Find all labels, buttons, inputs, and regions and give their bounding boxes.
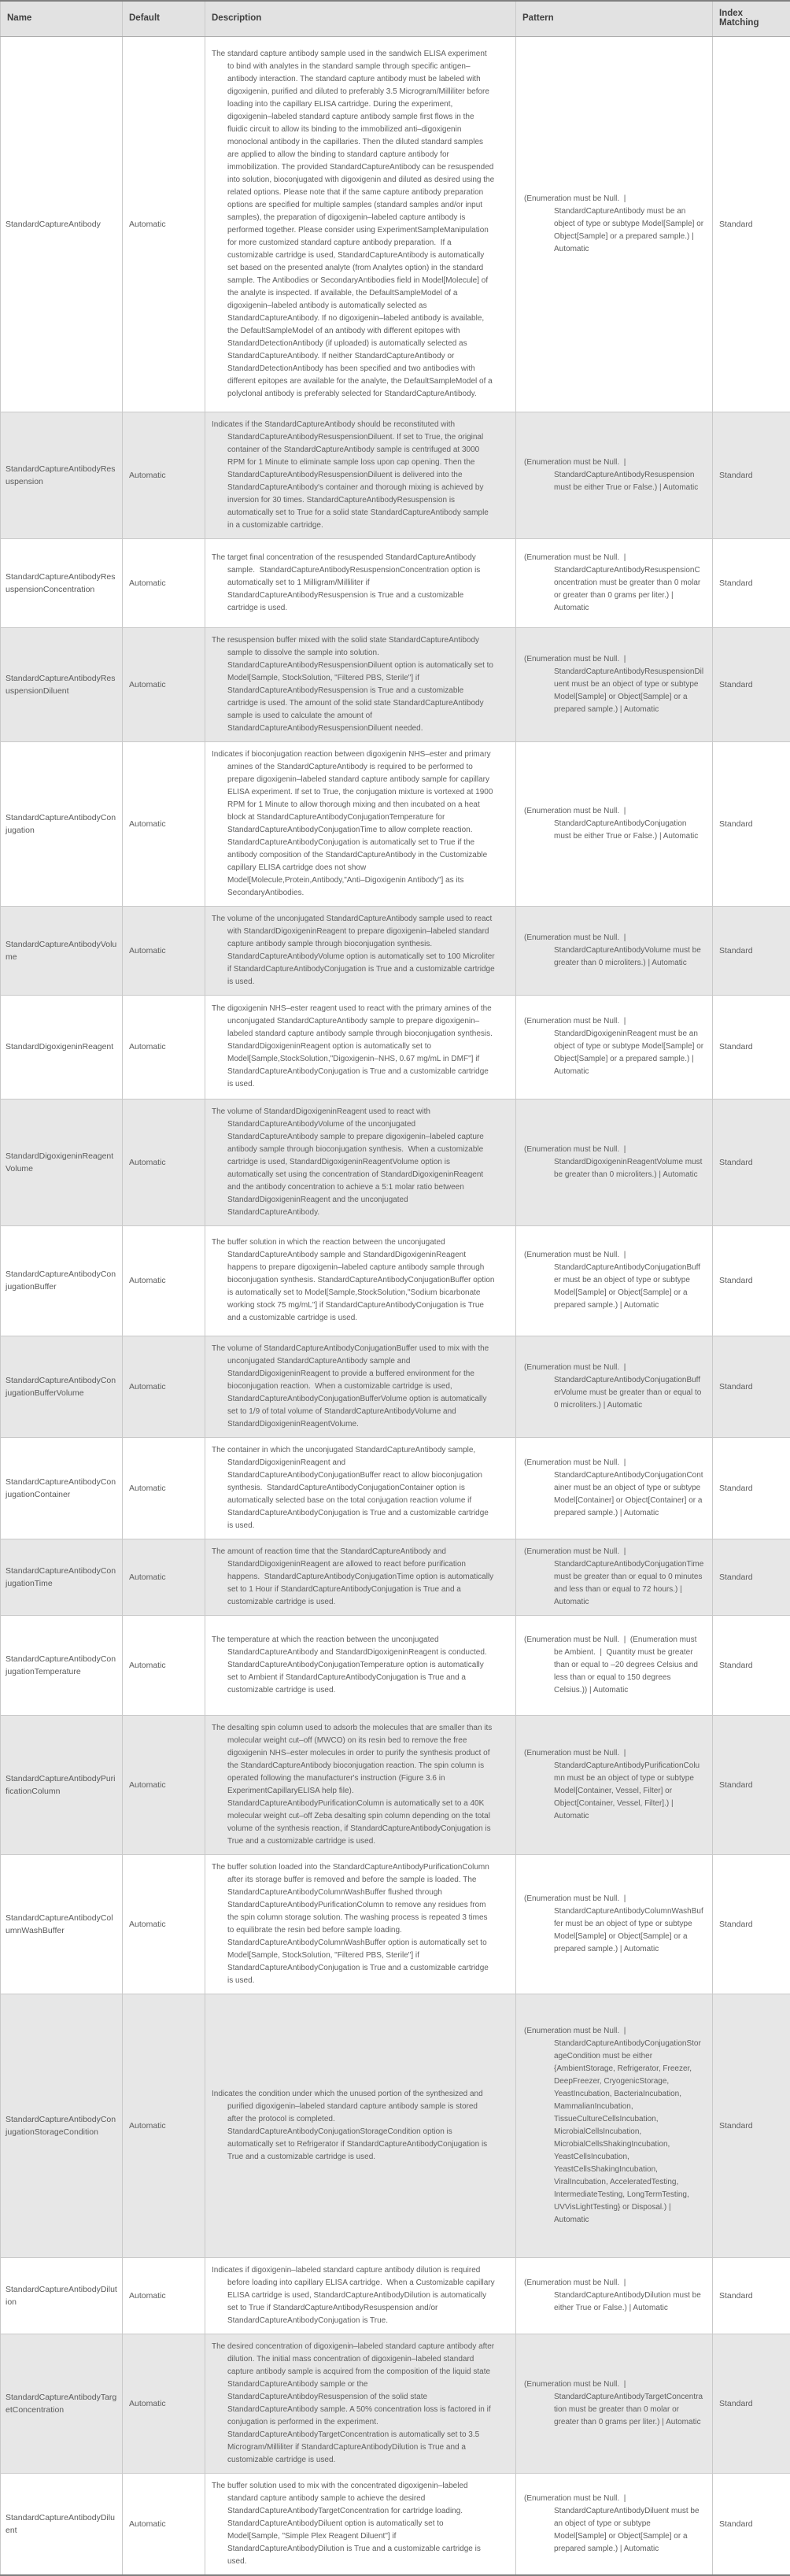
option-description-text: Indicates the condition under which the unused portion of the synthesized and purified digoxigenin–labeled standard capture antibody sample is stored after the protocol is completed. StandardCaptureAntibodyConjugationStorageCondition option is automatically set to Refrigerator if StandardCaptureAntibodyConjugation is True and a customizable cartridge is used.	[212, 2088, 495, 2164]
table-row	[1, 1854, 790, 1994]
option-description-text: Indicates if bioconjugation reaction between digoxigenin NHS–ester and primary amines of the StandardCaptureAntibody is required to be performed to prepare digoxigenin–labeled standard capture antibody sample for capillary ELISA experiment. If set to True, the conjugation mixture is vortexed at 1900 RPM for 1 Minute to allow thorough mixing and then incubated on a heat block at StandardCaptureAntibodyConjugationTemperature for StandardCaptureAntibodyConjugationTime to allow complete reaction. StandardCaptureAntibodyConjugation is automatically set to True if the antibody composition of the StandardCaptureAntibody in the Customizable capillary ELISA cartridge does not show Model[Molecule,Protein,Antibody,"Anti–Digoxigenin Antibody"] as its SecondaryAntibodies.	[212, 748, 495, 900]
option-default: Automatic	[123, 1994, 205, 2257]
option-description-text: The volume of StandardCaptureAntibodyConjugationBuffer used to mix with the unconjugated StandardCaptureAntibody sample and StandardDigoxigeninReagent to provide a buffered environment for the bioconjugation reaction. When a customizable cartridge is used, StandardCaptureAntibodyConjugationBufferVolume option is automatically set to 1/9 of total volume of StandardCaptureAntibodyVolume and StandardDigoxigeninReagentVolume.	[212, 1343, 495, 1431]
table-header	[1, 1, 790, 36]
table-row	[1, 1336, 790, 1437]
option-pattern	[516, 538, 713, 627]
table-body	[1, 36, 790, 2575]
option-description-text: The temperature at which the reaction between the unconjugated StandardCaptureAntibody and StandardDigoxigeninReagent is conducted. StandardCaptureAntibodyConjugationTemperature option is automatically set to Ambient if StandardCaptureAntibodyConjugation is True and a customizable cartridge is used.	[212, 1634, 495, 1697]
option-pattern-text: (Enumeration must be Null. | StandardCaptureAntibodyVolume must be greater than 0 microliters.) | Automatic	[524, 932, 704, 970]
option-pattern	[516, 741, 713, 906]
option-default: Automatic	[123, 1539, 205, 1615]
option-default: Automatic	[123, 2473, 205, 2575]
table-row	[1, 538, 790, 627]
option-description	[205, 995, 516, 1099]
table-row	[1, 1615, 790, 1715]
option-default: Automatic	[123, 1854, 205, 1994]
option-description	[205, 906, 516, 995]
column-header-description: Description	[205, 1, 516, 36]
option-default: Automatic	[123, 1225, 205, 1336]
option-description	[205, 538, 516, 627]
option-index-matching: Standard	[713, 1539, 790, 1615]
option-default: Automatic	[123, 1437, 205, 1539]
option-name: StandardCaptureAntibodyConjugationTime	[1, 1539, 123, 1615]
option-name: StandardDigoxigeninReagent	[1, 995, 123, 1099]
option-pattern-text: (Enumeration must be Null. | StandardCaptureAntibodyDiluent must be an object of type or subtype Model[Sample] or Object[Sample] or a prepared sample.) | Automatic	[524, 2493, 704, 2556]
option-description	[205, 1994, 516, 2257]
option-description	[205, 1539, 516, 1615]
option-description-text: The digoxigenin NHS–ester reagent used to react with the primary amines of the unconjugated StandardCaptureAntibody sample to prepare digoxigenin–labeled standard capture antibody sample through bioconjugation synthesis. StandardDigoxigeninReagent option is automatically set to Model[Sample,StockSolution,"Digoxigenin–NHS, 0.67 mg/mL in DMF"] if StandardCaptureAntibodyConjugation is True and a customizable cartridge is used.	[212, 1003, 495, 1091]
option-name: StandardCaptureAntibodyResuspension	[1, 412, 123, 538]
option-default: Automatic	[123, 1099, 205, 1225]
option-name: StandardCaptureAntibodyConjugationBufferVolume	[1, 1336, 123, 1437]
option-index-matching: Standard	[713, 1099, 790, 1225]
option-index-matching: Standard	[713, 538, 790, 627]
option-pattern-text: (Enumeration must be Null. | StandardCaptureAntibodyPurificationColumn must be an object of type or subtype Model[Container, Vessel, Filter] or Object[Container, Vessel, Filter].) | Automatic	[524, 1747, 704, 1823]
option-pattern	[516, 2334, 713, 2473]
option-index-matching: Standard	[713, 1715, 790, 1854]
option-description-text: The volume of StandardDigoxigeninReagent used to react with StandardCaptureAntibodyVolume of the unconjugated StandardCaptureAntibody sample to prepare digoxigenin–labeled capture antibody sample through bioconjugation synthesis. When a customizable cartridge is used, StandardDigoxigeninReagentVolume option is automatically set using the concentration of StandardDigoxigeninReagent and the antibody concentration to achieve a 5:1 molar ratio between StandardDigoxigeninReagent and the unconjugated StandardCaptureAntibody.	[212, 1106, 495, 1219]
option-pattern-text: (Enumeration must be Null. | StandardCaptureAntibodyConjugationContainer must be an object of type or subtype Model[Container] or Object[Container] or a prepared sample.) | Automatic	[524, 1457, 704, 1520]
option-index-matching: Standard	[713, 906, 790, 995]
option-default: Automatic	[123, 995, 205, 1099]
table-row	[1, 412, 790, 538]
option-description-text: Indicates if the StandardCaptureAntibody should be reconstituted with StandardCaptureAntibodyResuspensionDiluent. If set to True, the original container of the StandardCaptureAntibody sample is centrifuged at 3000 RPM for 1 Minute to eliminate sample loss upon cap opening. Then the StandardCaptureAntibodyResuspensionDiluent is delivered into the StandardCaptureAntibody's container and thorough mixing is achieved by inversion for 30 times. StandardCaptureAntibodyResuspension is automatically set to True for a solid state StandardCaptureAntibody sample in a customizable cartridge.	[212, 419, 495, 532]
option-name: StandardCaptureAntibodyDilution	[1, 2257, 123, 2334]
table-row	[1, 1994, 790, 2257]
option-default: Automatic	[123, 538, 205, 627]
option-pattern	[516, 1437, 713, 1539]
table-row	[1, 1539, 790, 1615]
option-pattern	[516, 1715, 713, 1854]
option-index-matching: Standard	[713, 412, 790, 538]
table-row	[1, 1099, 790, 1225]
option-name: StandardCaptureAntibodyTargetConcentration	[1, 2334, 123, 2473]
option-description-text: The target final concentration of the resuspended StandardCaptureAntibody sample. StandardCaptureAntibodyResuspensionConcentration option is automatically set to 1 Milligram/Milliliter if StandardCaptureAntibodyResuspension is True and a customizable cartridge is used.	[212, 552, 495, 615]
option-pattern	[516, 1539, 713, 1615]
option-pattern	[516, 906, 713, 995]
option-pattern	[516, 1336, 713, 1437]
option-pattern-text: (Enumeration must be Null. | StandardCaptureAntibodyDilution must be either True or False.) | Automatic	[524, 2277, 704, 2315]
table-row	[1, 627, 790, 741]
option-pattern	[516, 412, 713, 538]
option-description-text: Indicates if digoxigenin–labeled standard capture antibody dilution is required before loading into capillary ELISA cartridge. When a Customizable capillary ELISA cartridge is used, StandardCaptureAntibodyDilution is automatically set to True if StandardCaptureAntibodyResuspension and/or StandardCaptureAntibodyConjugation is True.	[212, 2264, 495, 2327]
option-description-text: The standard capture antibody sample used in the sandwich ELISA experiment to bind with analytes in the standard sample through specific antigen–antibody interaction. The standard capture antibody must be labeled with digoxigenin, purified and diluted to preferably 3.5 Microgram/Milliliter before loading into the capillary ELISA cartridge. During the experiment, digoxigenin–labeled standard capture antibody sample first flows in the fluidic circuit to allow its binding to the immobilized anti–digoxigenin monoclonal antibody in the capillaries. Then the diluted standard samples are applied to allow the binding to standard capture antibody for immobilization. The provided StandardCaptureAntibody can be resuspended into solution, bioconjugated with digoxigenin and diluted as desired using the related options. Please note that if the same capture antibody preparation options are specified for multiple samples (standard samples and/or input samples), the preparation of digoxigenin–labeled capture antibody is performed together. Please consider using ExperimentSampleManipulation for more customized standard capture antibody preparation. If a customizable cartridge is used, StandardCaptureAntibody is automatically set based on the presented analyte (from Analytes option) in the standard sample. The Antibodies or SecondaryAntibodies field in Model[Molecule] of the analyte is inspected. If available, the DefaultSampleModel of a digoxigenin–labeled antibody is automatically selected as StandardCaptureAntibody. If no digoxigenin–labeled antibody is available, the DefaultSampleModel of an antibody with different epitopes with StandardDetectionAntibody (if uploaded) is automatically selected as StandardCaptureAntibody. If neither StandardCaptureAntibody or StandardDetectionAntibody has been specified and two antibodies with different epitopes are available for the analyte, the DefaultSampleModel of a polyclonal antibody is preferably selected for StandardCaptureAntibody.	[212, 48, 495, 401]
option-pattern-text: (Enumeration must be Null. | StandardDigoxigeninReagentVolume must be greater than 0 microliters.) | Automatic	[524, 1144, 704, 1181]
option-name: StandardCaptureAntibodyVolume	[1, 906, 123, 995]
option-pattern	[516, 1099, 713, 1225]
option-index-matching: Standard	[713, 2334, 790, 2473]
table-row	[1, 36, 790, 412]
option-index-matching: Standard	[713, 1336, 790, 1437]
option-name: StandardCaptureAntibodyResuspensionDiluent	[1, 627, 123, 741]
option-description-text: The buffer solution in which the reaction between the unconjugated StandardCaptureAntibody sample and StandardDigoxigeninReagent happens to prepare digoxigenin–labeled capture antibody sample through bioconjugation synthesis. StandardCaptureAntibodyConjugationBuffer option is automatically set to Model[Sample,StockSolution,"Sodium bicarbonate working stock 75 mg/mL"] if StandardCaptureAntibodyConjugation is True and a customizable cartridge is used.	[212, 1236, 495, 1325]
option-index-matching: Standard	[713, 2473, 790, 2575]
option-default: Automatic	[123, 1715, 205, 1854]
table-row	[1, 2334, 790, 2473]
option-default: Automatic	[123, 36, 205, 412]
option-pattern-text: (Enumeration must be Null. | StandardCaptureAntibodyResuspensionDiluent must be an object of type or subtype Model[Sample] or Object[Sample] or a prepared sample.) | Automatic	[524, 653, 704, 716]
option-description	[205, 1715, 516, 1854]
option-description	[205, 1437, 516, 1539]
option-name: StandardCaptureAntibodyConjugationContainer	[1, 1437, 123, 1539]
header-row	[1, 1, 790, 36]
option-pattern-text: (Enumeration must be Null. | StandardCaptureAntibodyTargetConcentration must be greater than 0 molar or greater than 0 grams per liter.) | Automatic	[524, 2378, 704, 2429]
option-pattern-text: (Enumeration must be Null. | StandardCaptureAntibodyConjugationTime must be greater than or equal to 0 minutes and less than or equal to 72 hours.) | Automatic	[524, 1546, 704, 1609]
option-description-text: The buffer solution used to mix with the concentrated digoxigenin–labeled standard capture antibody sample to achieve the desired StandardCaptureAntibodyTargetConcentration for cartridge loading. StandardCaptureAntibodyDiluent option is automatically set to Model[Sample, "Simple Plex Reagent Diluent"] if StandardCaptureAntibodyDilution is True and a customizable cartridge is used.	[212, 2480, 495, 2568]
option-default: Automatic	[123, 1615, 205, 1715]
option-description-text: The volume of the unconjugated StandardCaptureAntibody sample used to react with StandardDigoxigeninReagent to prepare digoxigenin–labeled standard capture antibody sample through bioconjugation synthesis. StandardCaptureAntibodyVolume option is automatically set to 100 Microliter if StandardCaptureAntibodyConjugation is True and a customizable cartridge is used.	[212, 913, 495, 989]
option-index-matching: Standard	[713, 627, 790, 741]
option-description-text: The container in which the unconjugated StandardCaptureAntibody sample, StandardDigoxigeninReagent and StandardCaptureAntibodyConjugationBuffer react to allow bioconjugation synthesis. StandardCaptureAntibodyConjugationContainer option is automatically selected base on the total conjugation reaction volume if StandardCaptureAntibodyConjugation is True and a customizable cartridge is used.	[212, 1444, 495, 1532]
option-description-text: The amount of reaction time that the StandardCaptureAntibody and StandardDigoxigeninReagent are allowed to react before purification happens. StandardCaptureAntibodyConjugationTime option is automatically set to 1 Hour if StandardCaptureAntibodyConjugation is True and a customizable cartridge is used.	[212, 1546, 495, 1609]
option-index-matching: Standard	[713, 1854, 790, 1994]
column-header-pattern: Pattern	[516, 1, 713, 36]
option-pattern	[516, 2257, 713, 2334]
option-description	[205, 412, 516, 538]
option-name: StandardCaptureAntibodyConjugationStorageCondition	[1, 1994, 123, 2257]
table-row	[1, 1225, 790, 1336]
option-description	[205, 36, 516, 412]
option-name: StandardCaptureAntibodyConjugationTemperature	[1, 1615, 123, 1715]
option-description	[205, 2334, 516, 2473]
option-pattern-text: (Enumeration must be Null. | (Enumeration must be Ambient. | Quantity must be greater than or equal to –20 degrees Celsius and less than or equal to 150 degrees Celsius.)) | Automatic	[524, 1634, 704, 1697]
table-row	[1, 1715, 790, 1854]
option-pattern	[516, 36, 713, 412]
option-default: Automatic	[123, 906, 205, 995]
option-name: StandardDigoxigeninReagentVolume	[1, 1099, 123, 1225]
option-name: StandardCaptureAntibodyPurificationColumn	[1, 1715, 123, 1854]
option-description	[205, 741, 516, 906]
column-header-name: Name	[1, 1, 123, 36]
option-index-matching: Standard	[713, 2257, 790, 2334]
option-pattern	[516, 627, 713, 741]
option-description	[205, 1099, 516, 1225]
option-pattern-text: (Enumeration must be Null. | StandardCaptureAntibodyResuspensionConcentration must be greater than 0 molar or greater than 0 grams per liter.) | Automatic	[524, 552, 704, 615]
table-row	[1, 2473, 790, 2575]
option-description	[205, 2473, 516, 2575]
option-name: StandardCaptureAntibodyDiluent	[1, 2473, 123, 2575]
option-default: Automatic	[123, 627, 205, 741]
option-pattern-text: (Enumeration must be Null. | StandardCaptureAntibodyResuspension must be either True or False.) | Automatic	[524, 456, 704, 494]
table-row	[1, 2257, 790, 2334]
option-pattern-text: (Enumeration must be Null. | StandardCaptureAntibodyColumnWashBuffer must be an object of type or subtype Model[Sample] or Object[Sample] or a prepared sample.) | Automatic	[524, 1893, 704, 1956]
option-pattern-text: (Enumeration must be Null. | StandardCaptureAntibodyConjugationBufferVolume must be greater than or equal to 0 microliters.) | Automatic	[524, 1362, 704, 1412]
option-pattern-text: (Enumeration must be Null. | StandardCaptureAntibody must be an object of type or subtype Model[Sample] or Object[Sample] or a prepared sample.) | Automatic	[524, 193, 704, 256]
option-description	[205, 1615, 516, 1715]
option-name: StandardCaptureAntibodyConjugationBuffer	[1, 1225, 123, 1336]
option-pattern	[516, 1854, 713, 1994]
option-description-text: The desalting spin column used to adsorb the molecules that are smaller than its molecular weight cut–off (MWCO) on its resin bed to remove the free digoxigenin NHS–ester molecules in order to purify the synthesis product of the StandardCaptureAntibody bioconjugation reaction. The spin column is operated following the manufacturer's instruction (Figure 3.6 in ExperimentCapillaryELISA help file). StandardCaptureAntibodyPurificationColumn is automatically set to a 40K molecular weight cut–off Zeba desalting spin column depending on the total volume of the synthesis reaction, if StandardCaptureAntibodyConjugation is True and a customizable cartridge is used.	[212, 1722, 495, 1848]
column-header-default: Default	[123, 1, 205, 36]
option-default: Automatic	[123, 1336, 205, 1437]
option-pattern-text: (Enumeration must be Null. | StandardCaptureAntibodyConjugation must be either True or False.) | Automatic	[524, 805, 704, 843]
table-row	[1, 995, 790, 1099]
option-name: StandardCaptureAntibodyResuspensionConcentration	[1, 538, 123, 627]
option-description-text: The buffer solution loaded into the StandardCaptureAntibodyPurificationColumn after its storage buffer is removed and before the sample is loaded. The StandardCaptureAntibodyColumnWashBuffer flushed through StandardCaptureAntibodyPurificationColumn to remove any residues from the spin column storage solution. The washing process is repeated 3 times to equilibrate the resin bed before sample loading. StandardCaptureAntibodyColumnWashBuffer option is automatically set to Model[Sample, StockSolution, "Filtered PBS, Sterile"] if StandardCaptureAntibodyConjugation is True and a customizable cartridge is used.	[212, 1861, 495, 1987]
option-name: StandardCaptureAntibody	[1, 36, 123, 412]
option-description	[205, 1225, 516, 1336]
option-index-matching: Standard	[713, 1615, 790, 1715]
option-default: Automatic	[123, 2257, 205, 2334]
option-pattern-text: (Enumeration must be Null. | StandardCaptureAntibodyConjugationStorageCondition must be either {AmbientStorage, Refrigerator, Freezer, DeepFreezer, CryogenicStorage, YeastIncubation, BacteriaIncubation, MammalianIncubation, TissueCultureCellsIncubation, MicrobialCellsIncubation, MicrobialCellsShakingIncubation, YeastCellsIncubation, YeastCellsShakingIncubation, ViralIncubation, AcceleratedTesting, IntermediateTesting, LongTermTesting, UVVisLightTesting} or Disposal.) | Automatic	[524, 2025, 704, 2227]
option-pattern-text: (Enumeration must be Null. | StandardDigoxigeninReagent must be an object of type or subtype Model[Sample] or Object[Sample] or a prepared sample.) | Automatic	[524, 1015, 704, 1078]
table-row	[1, 741, 790, 906]
option-index-matching: Standard	[713, 36, 790, 412]
option-index-matching: Standard	[713, 1437, 790, 1539]
table-row	[1, 1437, 790, 1539]
option-default: Automatic	[123, 741, 205, 906]
option-pattern	[516, 1615, 713, 1715]
option-pattern	[516, 1994, 713, 2257]
option-description	[205, 1854, 516, 1994]
option-description	[205, 1336, 516, 1437]
option-default: Automatic	[123, 412, 205, 538]
option-description-text: The desired concentration of digoxigenin–labeled standard capture antibody after dilution. The initial mass concentration of digoxigenin–labeled standard capture antibody sample is acquired from the composition of the liquid state StandardCaptureAntibody sample or the StandardCaptureAntibdoyResuspension of the solid state StandardCaptureAntibody sample. A 50% concentration loss is factored in if conjugation is performed in the experiment. StandardCaptureAntibodyTargetConcentration is automatically set to 3.5 Microgram/Milliliter if StandardCaptureAntibodyDilution is True and a customizable cartridge is used.	[212, 2341, 495, 2467]
option-pattern	[516, 2473, 713, 2575]
table-row	[1, 906, 790, 995]
option-default: Automatic	[123, 2334, 205, 2473]
option-description-text: The resuspension buffer mixed with the solid state StandardCaptureAntibody sample to dissolve the sample into solution. StandardCaptureAntibodyResuspensionDiluent option is automatically set to Model[Sample, StockSolution, "Filtered PBS, Sterile"] if StandardCaptureAntibodyResuspension is True and a customizable cartridge is used. The amount of the solid state StandardCaptureAntibody sample is used to calculate the amount of StandardCaptureAntibodyResuspensionDiluent needed.	[212, 634, 495, 735]
option-name: StandardCaptureAntibodyColumnWashBuffer	[1, 1854, 123, 1994]
option-index-matching: Standard	[713, 1994, 790, 2257]
option-index-matching: Standard	[713, 995, 790, 1099]
option-name: StandardCaptureAntibodyConjugation	[1, 741, 123, 906]
option-index-matching: Standard	[713, 1225, 790, 1336]
option-pattern-text: (Enumeration must be Null. | StandardCaptureAntibodyConjugationBuffer must be an object of type or subtype Model[Sample] or Object[Sample] or a prepared sample.) | Automatic	[524, 1249, 704, 1312]
option-pattern	[516, 1225, 713, 1336]
option-description	[205, 627, 516, 741]
option-description	[205, 2257, 516, 2334]
option-pattern	[516, 995, 713, 1099]
option-index-matching: Standard	[713, 741, 790, 906]
column-header-index-matching: Index Matching	[713, 1, 790, 36]
